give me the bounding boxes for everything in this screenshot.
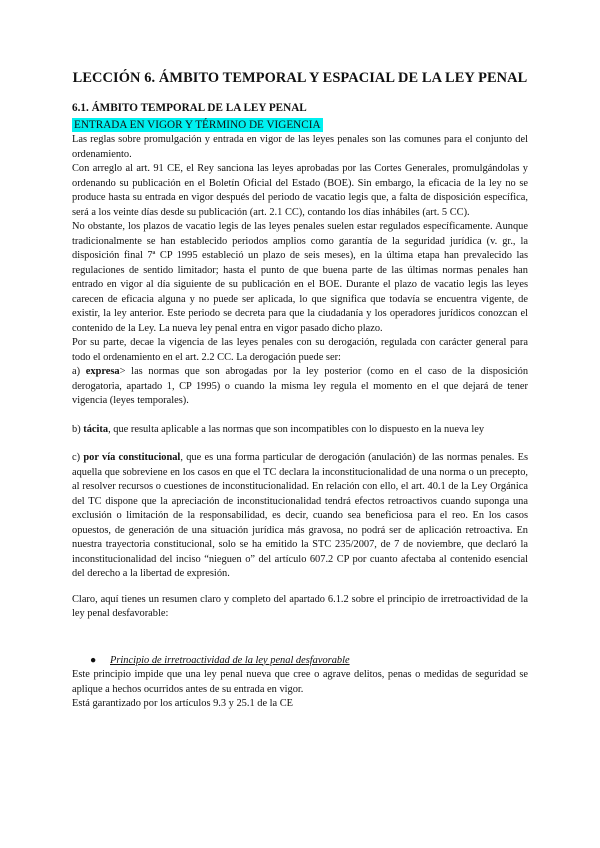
paragraph-constitucional: c) por vía constitucional, que es una forma particular de derogación (anulación) de las normas penales. Es aquella que sobreviene en los casos en que el TC declara la inconstitucionalidad de una norma o un precepto, al resolver recursos o cuestiones de inconstitucionalidad. En relación con ello, el art. 40.1 de la Ley Orgánica del TC dispone que la apreciación de inconstitucionalidad tendrá efectos retroactivos cuando suponga una exclusión o limitación de la responsabilidad, es decir, cuando sea beneficiosa para el reo. En los casos opuestos, de generación de una situación jurídica más gravosa, no podrá ser de aplicación retroactiva. En nuestra trayectoria constitucional, solo se ha emitido la STC 235/2007, de 7 de noviembre, que declaró la inconstitucionalidad del inciso “nieguen o” del artículo 607.2 CP por cuanto afectaba al contenido esencial del derecho a la libertad de expresión. — [72, 452, 528, 579]
paragraph-2: Con arreglo al art. 91 CE, el Rey sanciona las leyes aprobadas por las Cortes Generales, promulgándolas y ordenando su publicación en el Boletín Oficial del Estado (BOE). Sin embargo, la eficacia de la ley no se produce hasta su entrada en vigor después del periodo de vacatio legis que, a falta de disposición específica, será a los veinte días desde su publicación (art. 2.1 CC), contando los días inhábiles (art. 5 CC). — [72, 163, 528, 218]
paragraph-1: Las reglas sobre promulgación y entrada en vigor de las leyes penales son las comunes para el conjunto del ordenamiento. — [72, 134, 528, 160]
constitucional-label: por vía constitucional — [83, 452, 181, 463]
bullet-text: Principio de irretroactividad de la ley penal desfavorable — [110, 654, 350, 666]
paragraph-expresa: a) expresa> las normas que son abrogadas por la ley posterior (como en el caso de la disposición derogatoria, apartado 1, CP 1995) o cuando la misma ley regula el momento en el que dejará de tener vigencia (leyes temporales). — [72, 366, 529, 406]
document-body — [72, 70, 528, 712]
constitucional-text: , que es una forma particular de derogación (anulación) de las normas penales. Es aquella que sobreviene en los casos en que el TC declara la inconstitucionalidad de una norma o un precepto, al resolver recursos o cuestiones de inconstitucionalidad. En relación con ello, el art. 40.1 de la Ley Orgánica del TC dispone que la apreciación de inconstitucionalidad tendrá efectos retroactivos cuando suponga una exclusión o limitación de la responsabilidad, es decir, cuando sea beneficiosa para el reo. En los casos opuestos, de generación de una situación jurídica más gravosa, no podrá ser de aplicación retroactiva. En nuestra trayectoria constitucional, solo se ha emitido la STC 235/2007, de 7 de noviembre, que declaró la inconstitucionalidad del inciso “nieguen o” del artículo 607.2 CP por cuanto afectaba al contenido esencial del derecho a la libertad de expresión. — [72, 452, 528, 579]
bullet-item — [90, 654, 528, 669]
tacita-label: tácita — [83, 423, 109, 435]
bullet-dot-icon: ● — [90, 654, 97, 666]
page-title: LECCIÓN 6. ÁMBITO TEMPORAL Y ESPACIAL DE LA LEY PENAL — [72, 70, 528, 86]
paragraph-tacita: b) tácita, que resulta aplicable a las normas que son incompatibles con lo dispuesto en la nueva ley — [72, 423, 485, 435]
paragraph-guarantee: Está garantizado por los artículos 9.3 y 25.1 de la CE — [72, 698, 294, 709]
paragraph-4: Por su parte, decae la vigencia de las leyes penales con su derogación, regulada con carácter general para todo el ordenamiento en el art. 2.2 CC. La derogación puede ser: — [72, 337, 528, 363]
paragraph-summary-intro: Claro, aquí tienes un resumen claro y completo del apartado 6.1.2 sobre el principio de irretroactividad de la ley penal desfavorable: — [72, 593, 528, 619]
tacita-text: , que resulta aplicable a las normas que son incompatibles con lo dispuesto en la nueva ley — [108, 423, 485, 435]
expresa-label: expresa — [85, 366, 120, 377]
paragraph-3: No obstante, los plazos de vacatio legis de las leyes penales suelen estar regulados específicamente. Aunque tradicionalmente se han establecido periodos amplios como garantía de la seguridad jurídica (v. gr., la disposición final 7ª CP 1995 estableció un plazo de seis meses), en la última etapa han prevalecido las regulaciones de sentido limitador; hasta el punto de que buena parte de las últimas normas penales han entrado en vigor al día siguiente de su publicación en el BOE. Durante el plazo de vacatio legis las leyes carecen de eficacia alguna y no puede ser aplicada, lo que significa que todavía se encuentra vigente, de existir, la ley anterior. Este periodo se decreta para que la ciudadanía y los operadores jurídicos conozcan el contenido de la Ley. La nueva ley penal entra en vigor pasado dicho plazo. — [72, 221, 528, 334]
paragraph-principle: Este principio impide que una ley penal nueva que cree o agrave delitos, penas o medidas de seguridad se aplique a hechos ocurridos antes de su entrada en vigor. — [72, 669, 528, 695]
expresa-text: > las normas que son abrogadas por la ley posterior (como en el caso de la disposición derogatoria, apartado 1, CP 1995) o cuando la misma ley regula el momento en el que dejará de tener vigencia (leyes temporales). — [72, 366, 529, 406]
section-heading: 6.1. ÁMBITO TEMPORAL DE LA LEY PENAL — [72, 102, 307, 114]
highlighted-subheading: ENTRADA EN VIGOR Y TÉRMINO DE VIGENCIA — [74, 119, 321, 131]
